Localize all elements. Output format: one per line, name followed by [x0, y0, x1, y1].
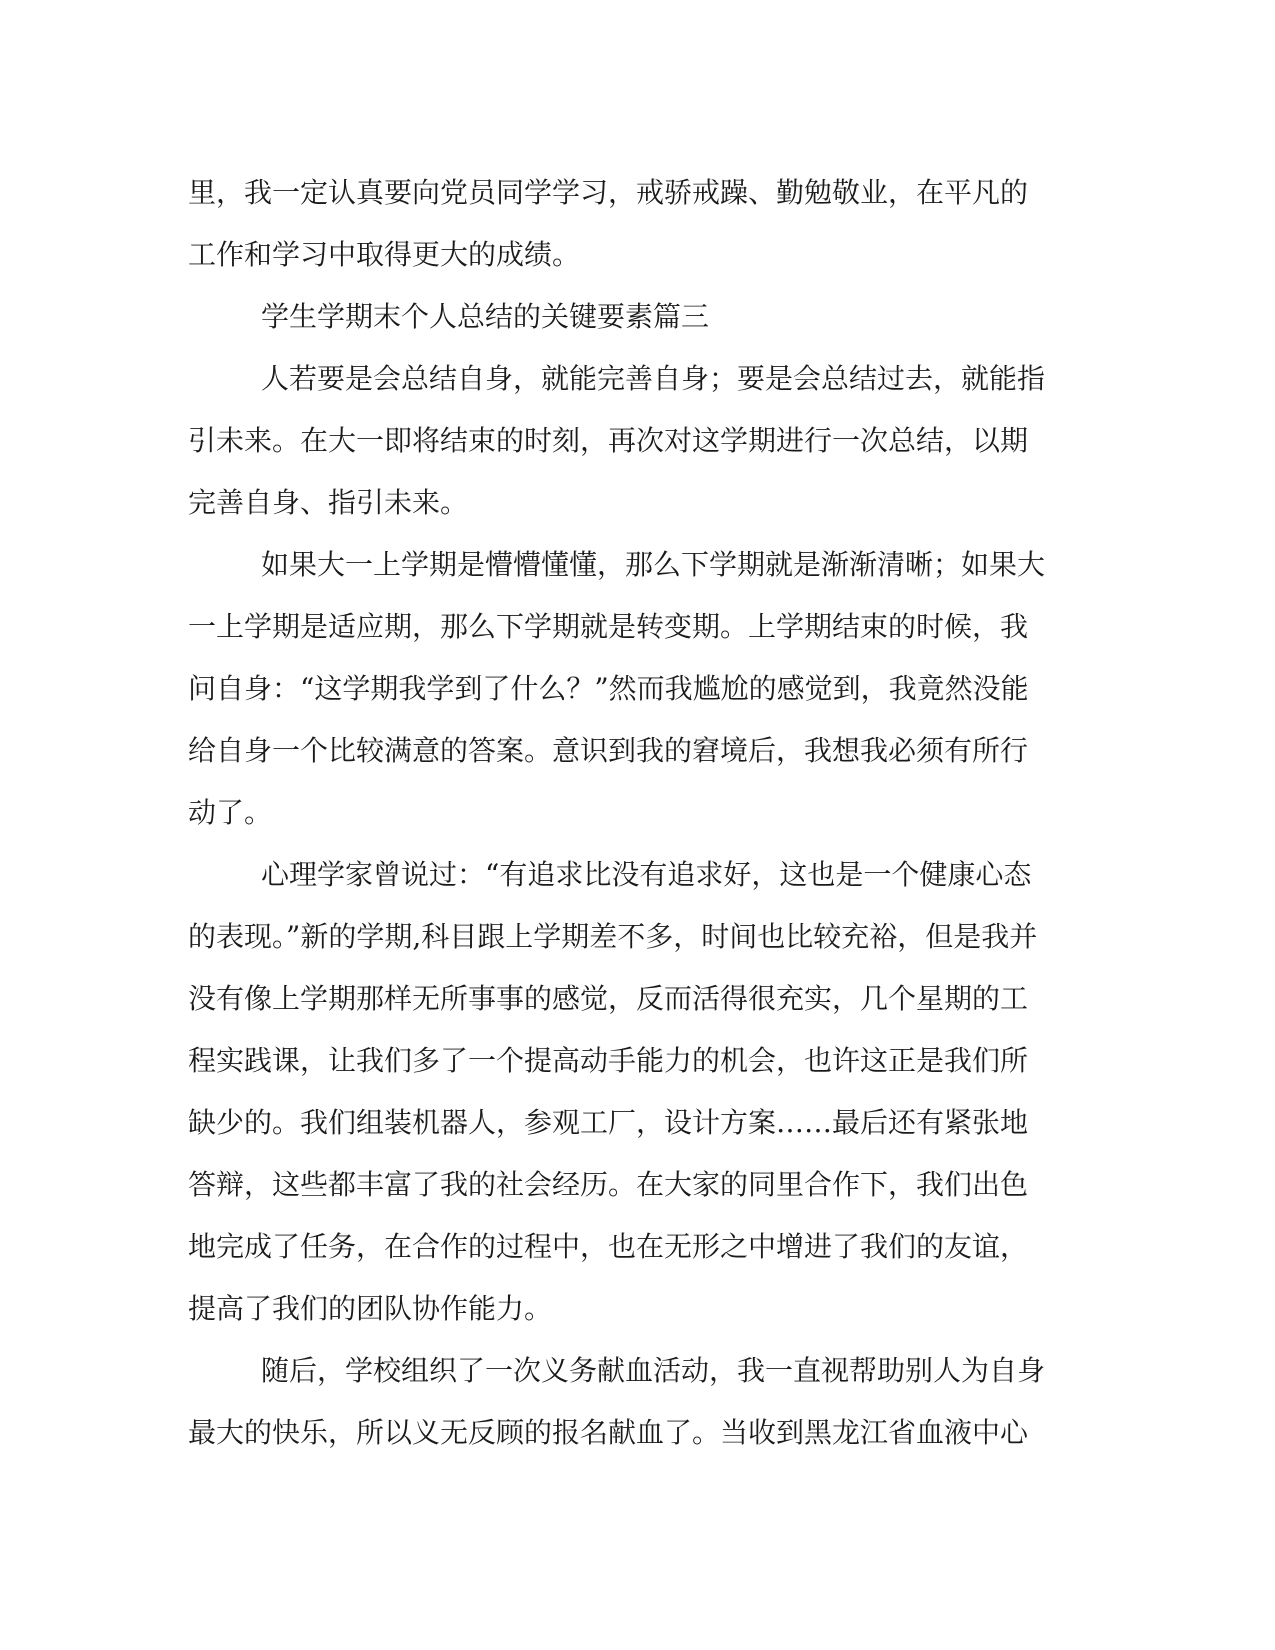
text-line: 里，我一定认真要向党员同学学习，戒骄戒躁、勤勉敬业，在平凡的 — [188, 176, 1029, 209]
text-line: 答辩，这些都丰富了我的社会经历。在大家的同里合作下，我们出色 — [188, 1168, 1029, 1201]
text-line: 程实践课，让我们多了一个提高动手能力的机会，也许这正是我们所 — [188, 1044, 1029, 1077]
text-line: 问自身：“这学期我学到了什么？”然而我尴尬的感觉到，我竟然没能 — [188, 672, 1029, 705]
text-line: 给自身一个比较满意的答案。意识到我的窘境后，我想我必须有所行 — [188, 734, 1029, 767]
text-line: 缺少的。我们组装机器人，参观工厂，设计方案……最后还有紧张地 — [188, 1106, 1029, 1139]
text-line: 的表现。”新的学期,科目跟上学期差不多，时间也比较充裕，但是我并 — [188, 920, 1038, 953]
paragraph-start: 如果大一上学期是懵懵懂懂，那么下学期就是渐渐清晰；如果大 — [261, 548, 1046, 581]
text-line: 工作和学习中取得更大的成绩。 — [188, 238, 581, 271]
section-heading: 学生学期末个人总结的关键要素篇三 — [261, 300, 710, 333]
document-body — [188, 162, 1078, 1464]
text-line: 地完成了任务，在合作的过程中，也在无形之中增进了我们的友谊， — [188, 1230, 1029, 1263]
paragraph-start: 随后，学校组织了一次义务献血活动，我一直视帮助别人为自身 — [261, 1354, 1046, 1387]
text-line: 没有像上学期那样无所事事的感觉，反而活得很充实，几个星期的工 — [188, 982, 1029, 1015]
text-line: 一上学期是适应期，那么下学期就是转变期。上学期结束的时候，我 — [188, 610, 1029, 643]
text-line: 完善自身、指引未来。 — [188, 486, 469, 519]
paragraph-start: 人若要是会总结自身，就能完善自身；要是会总结过去，就能指 — [261, 362, 1046, 395]
paragraph-start: 心理学家曾说过：“有追求比没有追求好，这也是一个健康心态 — [261, 858, 1032, 891]
text-line: 最大的快乐，所以义无反顾的报名献血了。当收到黑龙江省血液中心 — [188, 1416, 1029, 1449]
text-line: 提高了我们的团队协作能力。 — [188, 1292, 553, 1325]
text-line: 动了。 — [188, 796, 273, 829]
text-line: 引未来。在大一即将结束的时刻，再次对这学期进行一次总结，以期 — [188, 424, 1029, 457]
